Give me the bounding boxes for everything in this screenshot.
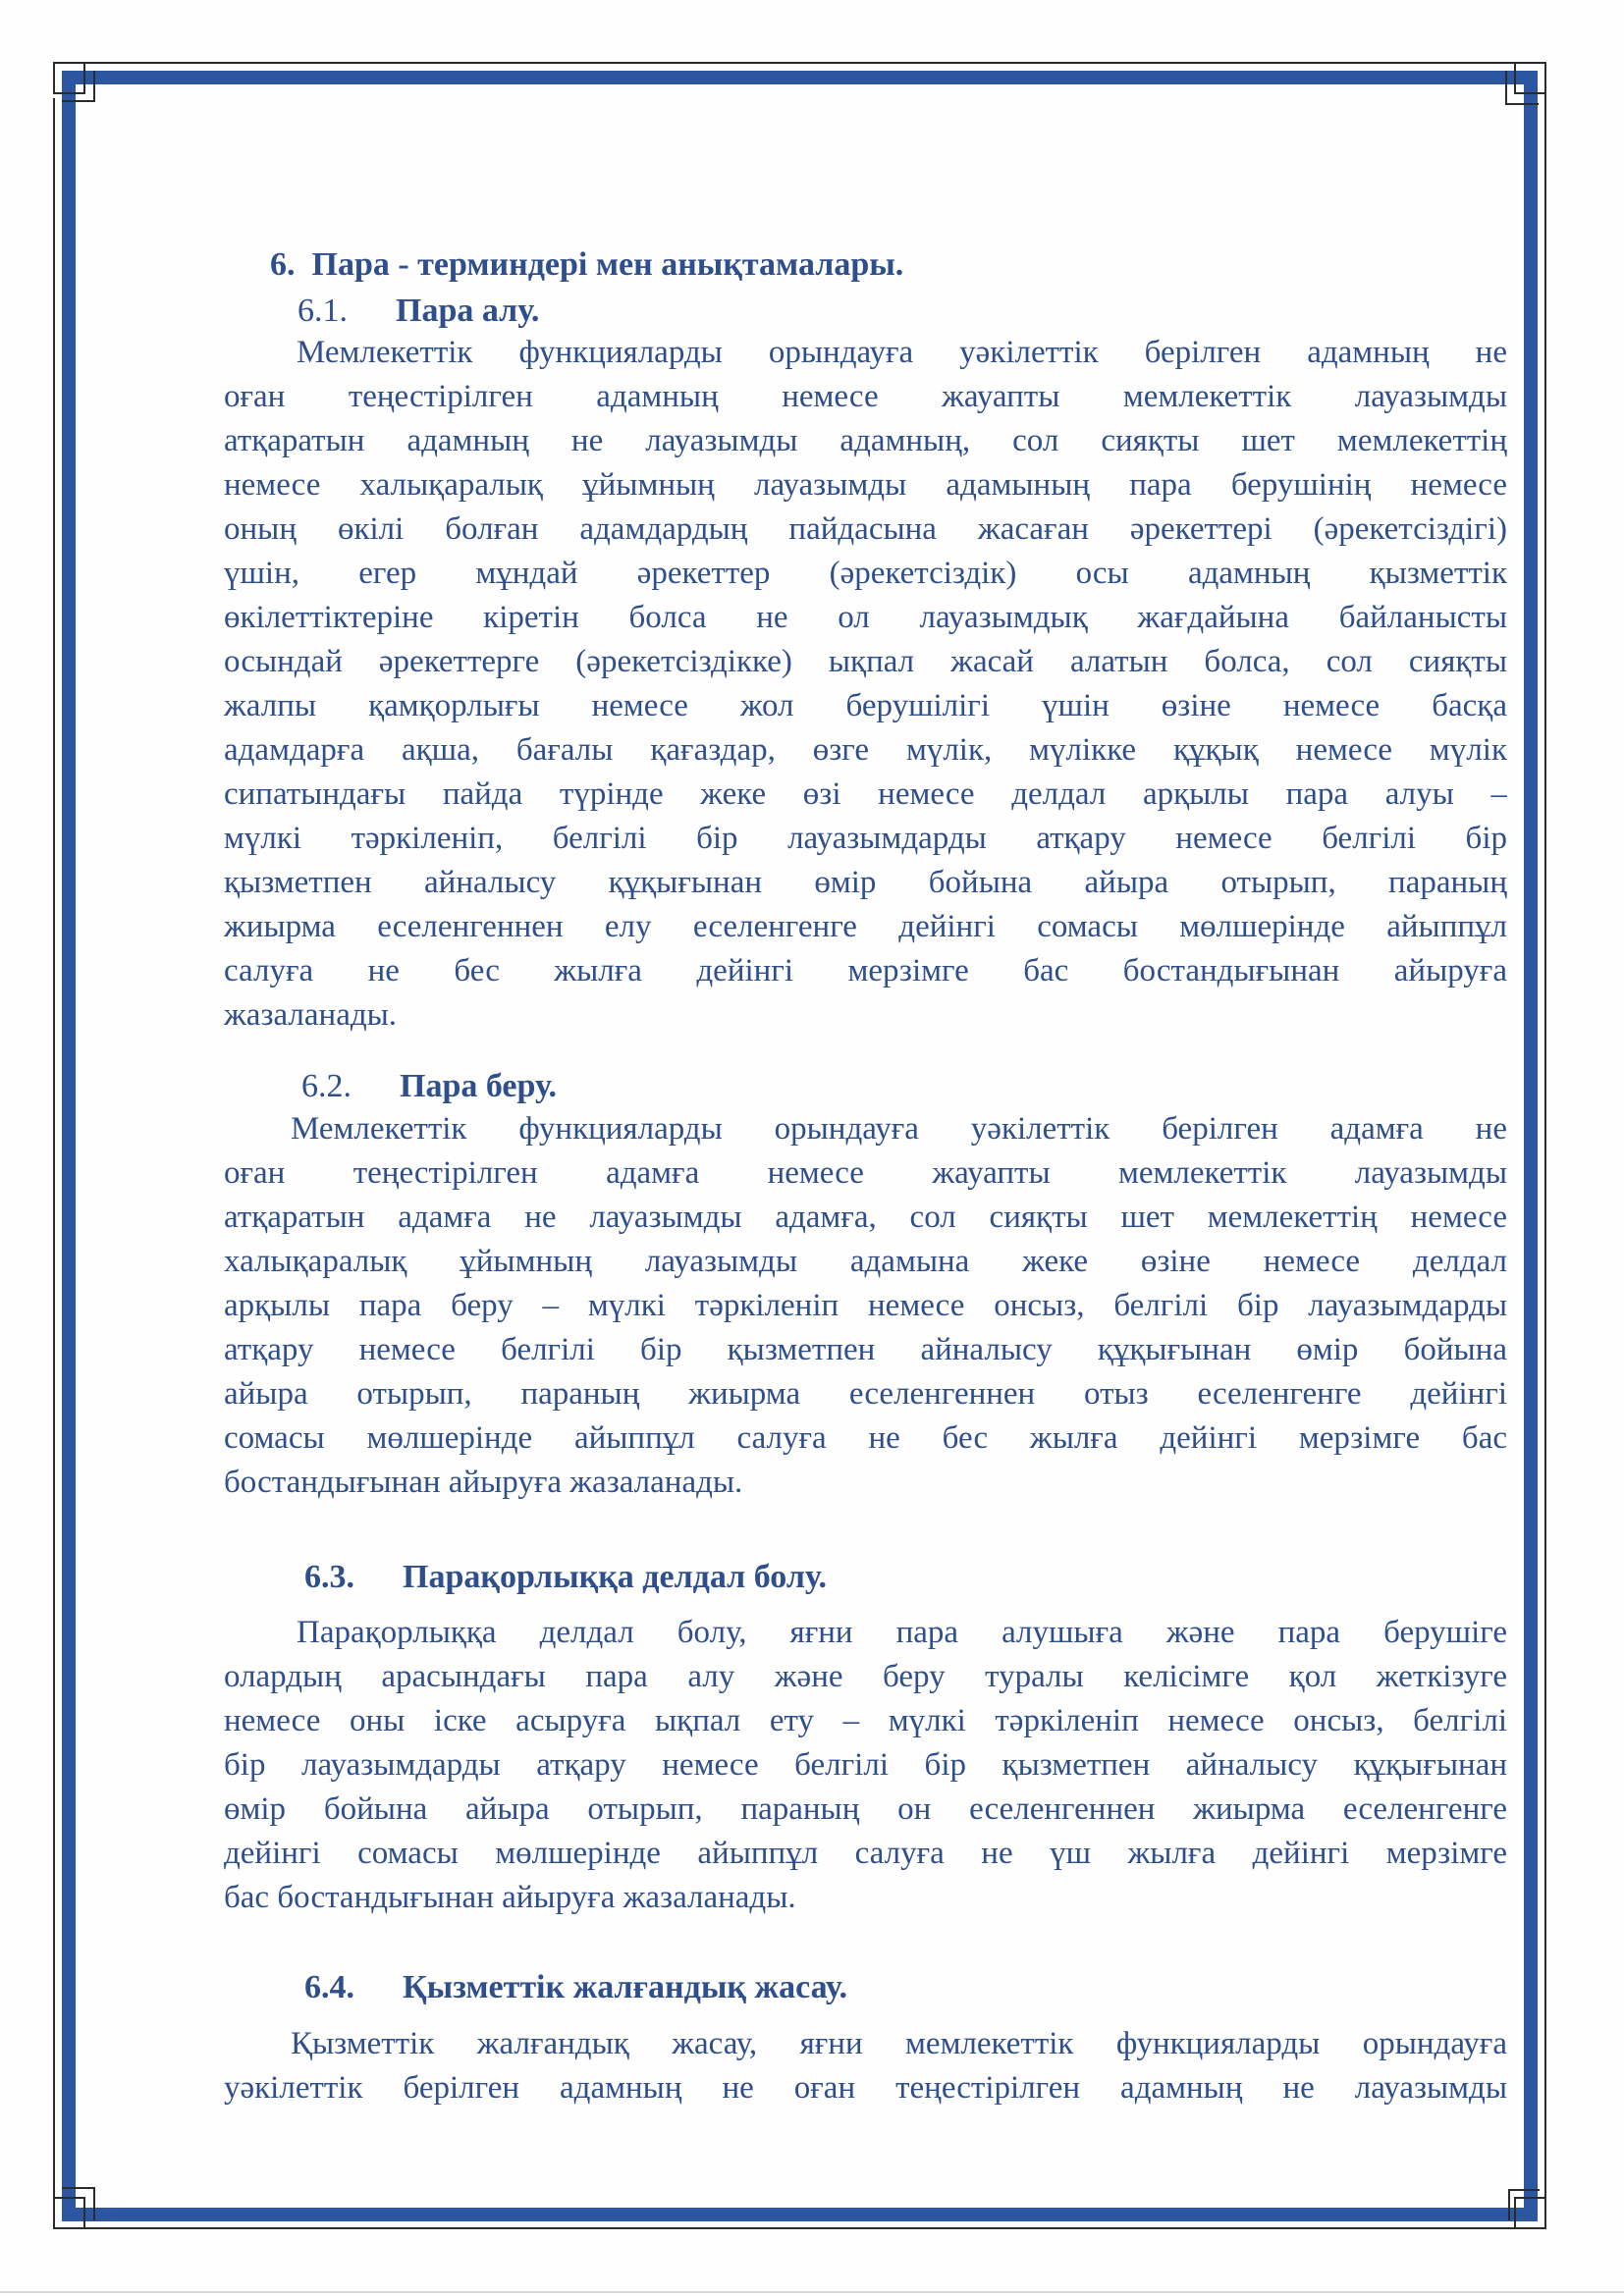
section-number: 6. xyxy=(270,246,296,283)
subsection-number: 6.1. xyxy=(298,293,348,329)
text-line: атқаратын адамға не лауазымды адамға, сол сияқты шет мемлекеттің немесе xyxy=(224,1200,1507,1235)
text-line: Мемлекеттік функцияларды орындауға уәкілеттік берілген адамның не xyxy=(297,335,1507,370)
text-line: салуға не бес жылға дейінгі мерзімге бас бостандығынан айыруға xyxy=(224,953,1507,988)
text-line: дейінгі сомасы мөлшерінде айыппұл салуға не үш жылға дейінгі мерзімге xyxy=(224,1836,1507,1871)
text-line: оған теңестірілген адамға немесе жауапты мемлекеттік лауазымды xyxy=(224,1155,1507,1191)
frame-blue-right xyxy=(1524,71,1538,2221)
subsection-title: Парақорлыққа делдал болу. xyxy=(403,1559,828,1595)
subsection-heading-6-2 xyxy=(301,1067,557,1106)
scan-edge xyxy=(0,2291,1624,2293)
text-line: осындай әрекеттерге (әрекетсіздікке) ықпал жасай алатын болса, сол сияқты xyxy=(224,644,1507,679)
section-heading xyxy=(270,245,903,285)
text-line: оның өкілі болған адамдардың пайдасына жасаған әрекеттері (әрекетсіздігі) xyxy=(224,511,1507,547)
text-line: Парақорлыққа делдал болу, яғни пара алушыға және пара берушіге xyxy=(297,1615,1507,1650)
text-line: арқылы пара беру – мүлкі тәркіленіп немесе онсыз, белгілі бір лауазымдарды xyxy=(224,1288,1507,1323)
subsection-heading-6-4 xyxy=(304,1968,847,2007)
text-line: сомасы мөлшерінде айыппұл салуға не бес жылға дейінгі мерзімге бас xyxy=(224,1420,1507,1456)
corner-knot-top-left-b xyxy=(62,71,95,102)
subsection-heading-6-3 xyxy=(304,1558,827,1597)
text-line: атқаратын адамның не лауазымды адамның, сол сияқты шет мемлекеттің xyxy=(224,423,1507,458)
frame-blue-left xyxy=(62,71,76,2221)
text-line: олардың арасындағы пара алу және беру туралы келісімге қол жеткізуге xyxy=(224,1659,1507,1694)
text-line: мүлкі тәркіленіп, белгілі бір лауазымдарды атқару немесе белгілі бір xyxy=(224,821,1507,856)
text-line: атқару немесе белгілі бір қызметпен айналысу құқығынан өмір бойына xyxy=(224,1332,1507,1367)
frame-blue-bottom xyxy=(62,2208,1538,2221)
section-title: Пара - терминдері мен анықтамалары. xyxy=(311,246,904,283)
text-line: Мемлекеттік функцияларды орындауға уәкілеттік берілген адамға не xyxy=(291,1111,1507,1147)
text-line: жалпы қамқорлығы немесе жол берушілігі үшін өзіне немесе басқа xyxy=(224,688,1507,723)
text-line: адамдарға ақша, бағалы қағаздар, өзге мүлік, мүлікке құқық немесе мүлік xyxy=(224,732,1507,768)
text-line: өмір бойына айыра отырып, параның он еселенгеннен жиырма еселенгенге xyxy=(224,1791,1507,1827)
corner-knot-bottom-right-b xyxy=(1508,2189,1540,2220)
corner-knot-bottom-left-b xyxy=(62,2187,95,2220)
text-line: жиырма еселенгеннен елу еселенгенге дейінгі сомасы мөлшерінде айыппұл xyxy=(224,909,1507,944)
subsection-title: Қызметтік жалғандық жасау. xyxy=(403,1969,847,2005)
subsection-title: Пара алу. xyxy=(396,293,540,329)
text-line: уәкілеттік берілген адамның не оған теңестірілген адамның не лауазымды xyxy=(224,2070,1507,2106)
text-line: үшін, егер мұндай әрекеттер (әрекетсіздік) осы адамның қызметтік xyxy=(224,556,1507,591)
text-line: бас бостандығынан айыруға жазаланады. xyxy=(224,1880,796,1915)
text-line: өкілеттіктеріне кіретін болса не ол лауазымдық жағдайына байланысты xyxy=(224,600,1507,635)
subsection-number: 6.2. xyxy=(301,1068,352,1104)
text-line: халықаралық ұйымның лауазымды адамына жеке өзіне немесе делдал xyxy=(224,1244,1507,1279)
text-line: бостандығынан айыруға жазаланады. xyxy=(224,1465,743,1500)
subsection-title: Пара беру. xyxy=(400,1068,558,1104)
corner-knot-top-right-b xyxy=(1505,71,1539,105)
text-line: айыра отырып, параның жиырма еселенгеннен отыз еселенгенге дейінгі xyxy=(224,1376,1507,1412)
text-line: қызметпен айналысу құқығынан өмір бойына айыра отырып, параның xyxy=(224,865,1507,900)
subsection-number: 6.3. xyxy=(304,1559,354,1595)
text-line: оған теңестірілген адамның немесе жауапты мемлекеттік лауазымды xyxy=(224,379,1507,414)
subsection-heading-6-1 xyxy=(298,292,539,331)
text-line: бір лауазымдарды атқару немесе белгілі бір қызметпен айналысу құқығынан xyxy=(224,1747,1507,1783)
text-line: сипатындағы пайда түрінде жеке өзі немесе делдал арқылы пара алуы – xyxy=(224,776,1507,812)
frame-blue-top xyxy=(62,71,1538,84)
text-line: немесе халықаралық ұйымның лауазымды адамының пара берушінің немесе xyxy=(224,467,1507,503)
text-line: немесе оны іске асыруға ықпал ету – мүлкі тәркіленіп немесе онсыз, белгілі xyxy=(224,1703,1507,1738)
text-line: жазаланады. xyxy=(224,997,398,1033)
text-line: Қызметтік жалғандық жасау, яғни мемлекеттік функцияларды орындауға xyxy=(291,2026,1507,2061)
subsection-number: 6.4. xyxy=(304,1969,354,2005)
